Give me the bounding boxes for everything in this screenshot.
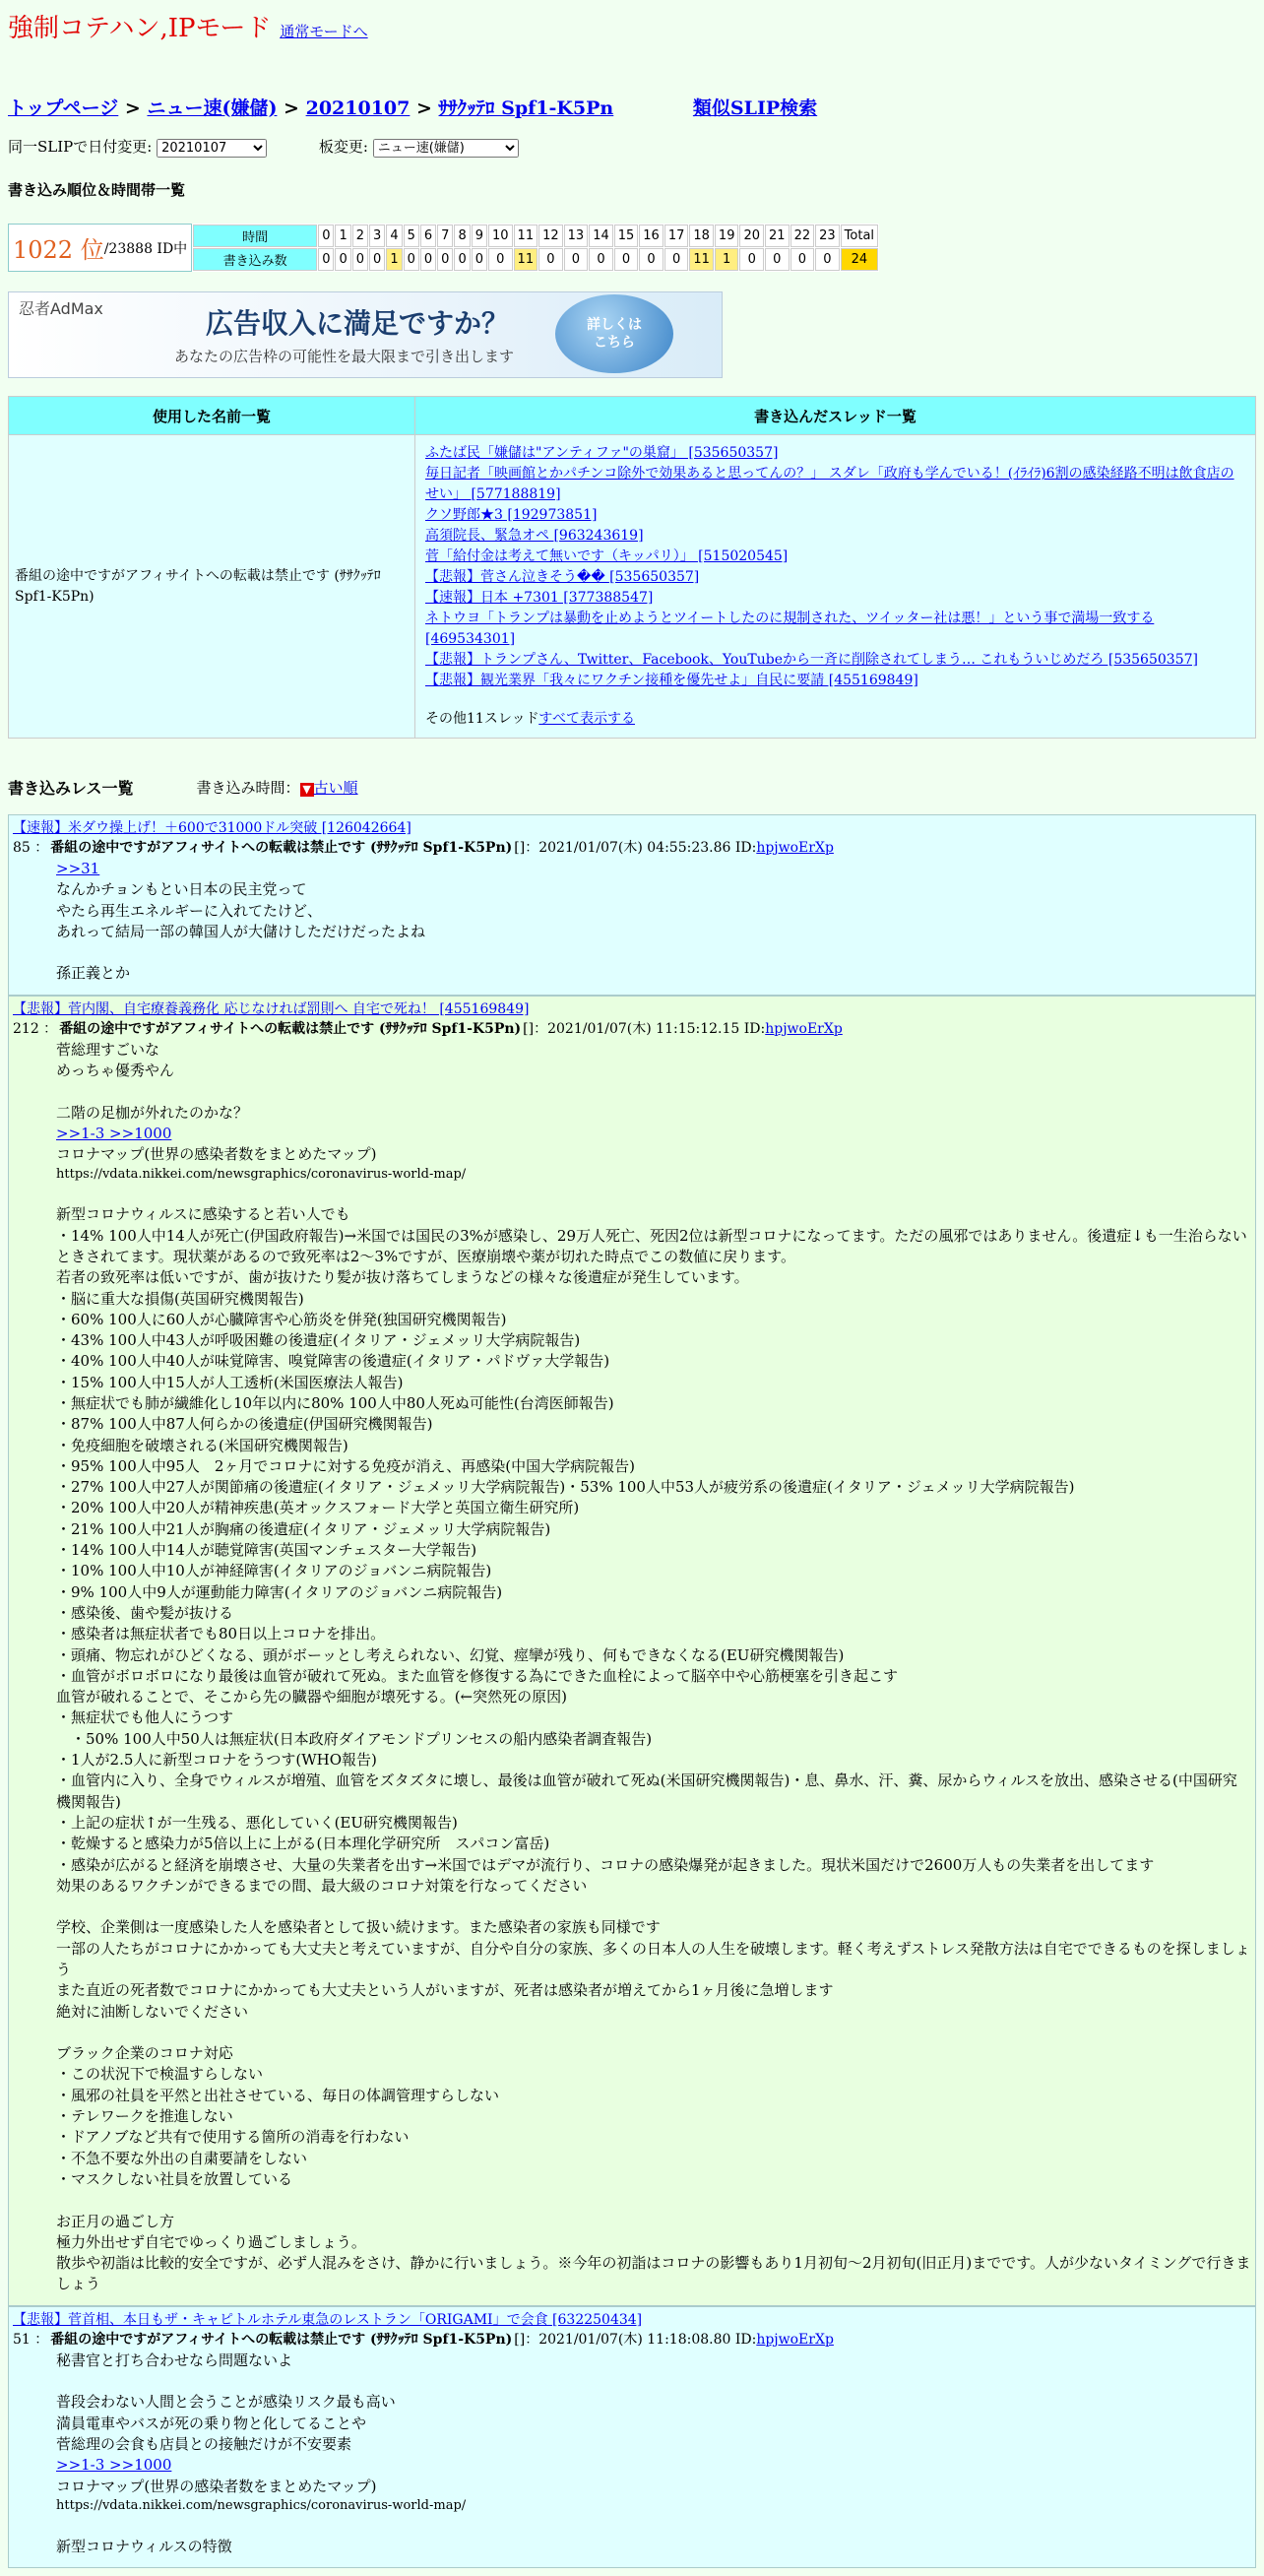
post-date: []：2021/01/07(木) 04:55:23.86 ID: — [514, 840, 757, 856]
count-cell: 0 — [564, 248, 589, 271]
hour-cell: 8 — [454, 225, 470, 247]
breadcrumb-date[interactable]: 20210107 — [305, 97, 411, 119]
names-header: 使用した名前一覧 — [9, 397, 414, 434]
post-anchors — [56, 1124, 1251, 1144]
thread-link[interactable]: ふたば民「嫌儲は"アンティファ"の巣窟」 [535650357] — [425, 445, 779, 461]
hour-cell: 13 — [564, 225, 589, 247]
post-thread-link[interactable]: 【速報】米ダウ操上げ！＋600で31000ドル突破 [126042664] — [13, 820, 411, 836]
count-cell: 0 — [420, 248, 436, 271]
post-intro: 菅総理すごいな めっちゃ優秀やん 二階の足枷が外れたのかな？ — [56, 1040, 249, 1122]
thread-link[interactable]: 【速報】日本 +7301 [377388547] — [425, 590, 654, 606]
post-url: https://vdata.nikkei.com/newsgraphics/coronavirus-world-map/ — [56, 2497, 467, 2513]
post-date: []：2021/01/07(木) 11:18:08.80 ID: — [514, 2331, 757, 2348]
post-text: 新型コロナウィルスに感染すると若い人でも ・14% 100人中14人が死亡(伊国政府報告)→米国では国民の3%が感染し、29万人死亡、死因2位は新型コロナになってます。ただの風邪ではありません。後遺症↓も一生治らないときされてます。現状薬があるので致死率は2～3%ですが、医療崩壊や薬が切れた時点でこの数値に戻ります。 若者の致死率は低いですが、歯が抜けたり髪が抜け落ちてしまうなどの様々な後遺症が発生しています。 ・脳に重大な損傷(英国研究機関報告) ・60% 100人に60人が心臓障害や心筋炎を併発(独国研究機関報告) ・43% 100人中43人が呼吸困難の後遺症(イタリア・ジェメッリ大学病院報告) ・40% 100人中40人が味覚障害、嗅覚障害の後遺症(イタリア・パドヴァ大学報告) ・15% 100人中15人が人工透析(米国医療法人報告) ・無症状でも肺が繊維化し10年以内に80% 100人中80人死ぬ可能性(台湾医師報告) ・87% 100人中87人何らかの後遺症(伊国研究機関報告) ・免疫細胞を破壊される(米国研究機関報告) ・95% 100人中95人 2ヶ月でコロナに対する免疫が消え、再感染(中国大学病院報告) ・27% 100人中27人が関節痛の後遺症(イタリア・ジェメッリ大学病院報告)・53% 100人中53人が疲労系の後遺症(イタリア・ジェメッリ大学病院報告) ・20% 100人中20人が精神疾患(英オックスフォード大学と英国立衛生研究所) ・21% 100人中21人が胸痛の後遺症(イタリア・ジェメッリ大学病院報告) ・14% 100人中14人が聴覚障害(英国マンチェスター大学報告) ・10% 100人中10人が神経障害(イタリアのジョバンニ病院報告) ・9% 100人中9人が運動能力障害(イタリアのジョバンニ病院報告) ・感染後、歯や髪が抜ける ・感染者は無症状者でも80日以上コロナを排出。 ・頭痛、物忘れがひどくなる、頭がボーッとし考えられない、幻覚、痙攣が残り、何もできなくなる(EU研究機関報告) ・血管がボロボロになり最後は血管が破れて死ぬ。また血管を修復する為にできた血栓によって脳卒中や心筋梗塞を引き起こす 血管が破れることで、そこから先の臓器や細胞が壊死する。(←突然死の原因) ・無症状でも他人にうつす ・50% 100人中50人は無症状(日本政府ダイアモンドプリンセスの船内感染者調査報告) ・1人が2.5人に新型コロナをうつす(WHO報告) ・血管内に入り、全身でウィルスが増殖、血管をズタズタに壊し、最後は血管が破れて死ぬ(米国研究機関報告)・息、鼻水、汗、糞、尿からウィルスを放出、感染させる(中国研究機関報告) ・上記の症状↑が一生残る、悪化していく(EU研究機関報告) ・乾燥すると感染力が5倍以上に上がる(日本理化学研究所 スパコン富岳) ・感染が広がると経済を崩壊させ、大量の失業者を出す→米国ではデマが流行り、コロナの感染爆発が起きました。現状米国だけで2600万人もの失業者を出してます 効果のあるワクチンができるまでの間、最大級のコロナ対策を行なってください 学校、企業側は一度感染した人を感染者として扱い続けます。また感染者の家族も同様です 一部の人たちがコロナにかかっても大丈夫と考えていますが、自分や自分の家族、多くの日本人の人生を破壊します。軽く考えずストレス発散方法は自宅でできるものを探しましょう また直近の死者数でコロナにかかっても大丈夫という人がいますが、死者は感染者が増えてから1ヶ月後に急増します 絶対に油断しないでください ブラック企業のコロナ対応 ・この状況下で検温すらしない ・風邪の社員を平然と出社させている、毎日の体調管理すらしない ・テレワークを推進しない ・ドアノブなど共有で使用する箇所の消毒を行わない ・不急不要な外出の自粛要請をしない ・マスクしない社員を放置している お正月の過ごし方 極力外出せず自宅でゆっくり過ごしましょう。 散歩や初詣は比較的安全ですが、必ず人混みをさけ、静かに行いましょう。※今年の初詣はコロナの影響もあり1月初旬～2月初旬(旧正月)までです。人が少ないタイミングで行きましょう — [56, 1205, 1251, 2293]
ranking-title: 書き込み順位＆時間帯一覧 — [8, 181, 186, 199]
thread-link[interactable]: 高須院長、緊急オペ [963243619] — [425, 528, 644, 544]
post-author: 番組の途中ですがアフィサイトへの転載は禁止です (ｻｻｸｯﾃﾛ Spf1-K5Pn) — [50, 840, 513, 856]
thread-link[interactable]: 【悲報】トランプさん、Twitter、Facebook、YouTubeから一斉に削除されてしまう… これもういじめだろ [535650357] — [425, 652, 1198, 668]
count-cell: 0 — [437, 248, 453, 271]
count-cell: 0 — [790, 248, 815, 271]
post-thread — [9, 815, 1255, 837]
post — [8, 996, 1256, 2306]
ad-logo: 忍者AdMax — [19, 299, 103, 318]
anchor-link[interactable]: >>31 — [56, 860, 100, 877]
hour-cell: 5 — [404, 225, 419, 247]
anchor-link[interactable]: >>1-3 >>1000 — [56, 1124, 172, 1142]
thread-link[interactable]: 菅「給付金は考えて無いです（キッパリ）」 [515020545] — [425, 548, 789, 564]
total-header: Total — [841, 225, 878, 247]
post-anchors — [56, 2455, 1251, 2476]
rank-total: /23888 ID中 — [103, 240, 188, 257]
post-list — [8, 814, 1256, 2568]
ad-banner[interactable] — [8, 291, 723, 378]
post-author: 番組の途中ですがアフィサイトへの転載は禁止です (ｻｻｸｯﾃﾛ Spf1-K5Pn) — [50, 2331, 513, 2348]
total-count: 24 — [841, 248, 878, 271]
used-name: 番組の途中ですがアフィサイトへの転載は禁止です (ｻｻｸｯﾃﾛ Spf1-K5Pn) — [9, 435, 414, 738]
count-cell: 0 — [454, 248, 470, 271]
hour-cell: 14 — [589, 225, 613, 247]
hours-label: 時間 — [193, 225, 317, 247]
hour-cell: 11 — [514, 225, 538, 247]
date-change-label: 同一SLIPで日付変更: — [8, 138, 153, 156]
rank-box — [8, 224, 192, 272]
post-url: https://vdata.nikkei.com/newsgraphics/coronavirus-world-map/ — [56, 1166, 467, 1182]
board-select[interactable] — [373, 139, 519, 158]
post-colon: ： — [30, 840, 49, 856]
post-number: 212 — [13, 1020, 39, 1037]
thread-link[interactable]: ネトウヨ「トランプは暴動を止めようとツイートしたのに規制された、ツイッター社は悪！」という事で満場一致する [469534301] — [425, 611, 1155, 647]
thread-link[interactable]: 【悲報】菅さん泣きそう�� [535650357] — [425, 569, 700, 585]
hour-cell: 23 — [815, 225, 840, 247]
counts-row — [193, 248, 878, 271]
post-meta — [9, 1018, 1255, 1038]
post-author: 番組の途中ですがアフィサイトへの転載は禁止です (ｻｻｸｯﾃﾛ Spf1-K5Pn) — [59, 1020, 522, 1037]
normal-mode-link[interactable]: 通常モードへ — [280, 23, 368, 40]
post-meta — [9, 2329, 1255, 2349]
count-cell: 11 — [514, 248, 538, 271]
post-id-link[interactable]: hpjwoErXp — [756, 840, 834, 856]
oldest-first-link[interactable]: 古い順 — [313, 779, 358, 797]
count-cell: 1 — [386, 248, 402, 271]
post-colon: ： — [30, 2331, 49, 2348]
post-thread-link[interactable]: 【悲報】菅内閣、自宅療養義務化 応じなければ罰則へ 自宅で死ね！ [455169849] — [13, 1000, 530, 1017]
time-order-label: 書き込み時間： — [196, 779, 300, 797]
post-colon: ： — [38, 1020, 58, 1037]
hour-cell: 12 — [538, 225, 563, 247]
hour-cell: 4 — [386, 225, 402, 247]
count-cell: 1 — [715, 248, 739, 271]
breadcrumb: トップページ > ニュー速(嫌儲) > 20210107 > ｻｻｸｯﾃﾛ Spf1-K5Pn 類似SLIP検索 — [8, 97, 818, 119]
hour-cell: 20 — [739, 225, 764, 247]
sort-arrow-icon[interactable]: ▼ — [300, 783, 314, 797]
hour-cell: 2 — [352, 225, 368, 247]
count-cell: 0 — [472, 248, 487, 271]
count-cell: 0 — [335, 248, 350, 271]
anchor-link[interactable]: >>1-3 >>1000 — [56, 2456, 172, 2475]
count-cell: 0 — [369, 248, 385, 271]
count-cell: 0 — [639, 248, 664, 271]
post-map-title: コロナマップ(世界の感染者数をまとめたマップ) — [56, 2477, 377, 2495]
more-threads — [425, 709, 1245, 730]
count-cell: 0 — [488, 248, 513, 271]
show-all-link[interactable]: すべて表示する — [538, 711, 635, 727]
breadcrumb-slip[interactable]: ｻｻｸｯﾃﾛ Spf1-K5Pn — [438, 97, 614, 119]
hour-cell: 16 — [639, 225, 664, 247]
post-thread-link[interactable]: 【悲報】菅首相、本日もザ・キャピトルホテル東急のレストラン「ORIGAMI」で会食 [632250434] — [13, 2311, 643, 2328]
ad-details-button[interactable] — [555, 294, 673, 373]
thread-list — [425, 443, 1245, 691]
post-number: 85 — [13, 840, 31, 856]
count-cell: 0 — [352, 248, 368, 271]
post-intro: 秘書官と打ち合わせなら問題ないよ 普段会わない人間と会うことが感染リスク最も高い 満員電車やバスが死の乗り物と化してることや 菅総理の会食も店員との接触だけが不安要素 — [56, 2351, 396, 2453]
thread-link[interactable]: 毎日記者「映画館とかパチンコ除外で効果あると思ってんの？」 スダレ「政府も学んでいる！(ｲﾗｲﾗ)6割の感染経路不明は飲食店のせい」 [577188819] — [425, 466, 1234, 502]
post-body — [9, 2349, 1255, 2567]
names-threads-table — [8, 396, 1256, 739]
post-meta — [9, 837, 1255, 857]
date-select[interactable] — [157, 139, 267, 158]
post-number: 51 — [13, 2331, 31, 2348]
hour-cell: 3 — [369, 225, 385, 247]
ad-headline: 広告収入に満足ですか？ — [206, 307, 510, 340]
count-cell: 0 — [318, 248, 334, 271]
posts-header — [8, 776, 1256, 799]
hour-cell: 9 — [472, 225, 487, 247]
more-threads-text: その他11スレッド — [425, 711, 539, 727]
post-thread — [9, 2307, 1255, 2329]
hour-cell: 21 — [765, 225, 790, 247]
time-order — [197, 777, 358, 798]
count-cell: 0 — [404, 248, 419, 271]
count-cell: 0 — [538, 248, 563, 271]
hour-cell: 6 — [420, 225, 436, 247]
count-cell: 0 — [765, 248, 790, 271]
post-anchors — [56, 859, 1251, 879]
post — [8, 814, 1256, 996]
count-cell: 0 — [589, 248, 613, 271]
hour-cell: 15 — [614, 225, 639, 247]
post-thread — [9, 997, 1255, 1018]
ranking-row — [8, 224, 1256, 272]
hour-cell: 22 — [790, 225, 815, 247]
hour-cell: 19 — [715, 225, 739, 247]
breadcrumb-board[interactable]: ニュー速(嫌儲) — [147, 97, 278, 119]
board-change-label: 板変更: — [318, 138, 368, 156]
post-text: 新型コロナウィルスの特徴 — [56, 2537, 232, 2555]
count-cell: 0 — [739, 248, 764, 271]
post-text: なんかチョンもとい日本の民主党って やたら再生エネルギーに入れてたけど、 あれって結局一部の韓国人が大儲けしただけだったよね 孫正義とか — [56, 880, 426, 983]
ad-details-label: 詳しくは こちら — [587, 316, 642, 351]
rank-position: 1022 位 — [13, 236, 104, 264]
mode-bar — [8, 8, 1256, 44]
post-id-link[interactable]: hpjwoErXp — [756, 2331, 834, 2348]
ad-subtext: あなたの広告枠の可能性を最大限まで引き出します — [174, 348, 515, 365]
count-cell: 0 — [815, 248, 840, 271]
count-cell: 11 — [689, 248, 714, 271]
count-cell: 0 — [614, 248, 639, 271]
hours-row — [193, 225, 878, 247]
posts-title: 書き込みレス一覧 — [8, 779, 134, 798]
hour-cell: 0 — [318, 225, 334, 247]
post-body — [9, 1038, 1255, 2305]
post-map-title: コロナマップ(世界の感染者数をまとめたマップ) — [56, 1145, 377, 1164]
threads-header: 書き込んだスレッド一覧 — [415, 397, 1255, 434]
breadcrumb-top[interactable]: トップページ — [8, 97, 119, 119]
hour-cell: 1 — [335, 225, 350, 247]
mode-title: 強制コテハン,IPモード — [8, 14, 272, 43]
thread-link[interactable]: 【悲報】観光業界「我々にワクチン接種を優先せよ」自民に要請 [455169849] — [425, 673, 918, 688]
count-cell: 0 — [664, 248, 689, 271]
hour-cell: 10 — [488, 225, 513, 247]
thread-list-cell — [415, 435, 1255, 738]
thread-link[interactable]: クソ野郎★3 [192973851] — [425, 507, 598, 523]
post-id-link[interactable]: hpjwoErXp — [765, 1020, 843, 1037]
hour-cell: 18 — [689, 225, 714, 247]
counts-label: 書き込み数 — [193, 248, 317, 271]
hour-cell: 17 — [664, 225, 689, 247]
hour-table — [192, 224, 879, 272]
controls — [8, 136, 1256, 158]
hour-cell: 7 — [437, 225, 453, 247]
post-date: []：2021/01/07(木) 11:15:12.15 ID: — [523, 1020, 766, 1037]
post-body — [9, 857, 1255, 995]
slip-search-link[interactable]: 類似SLIP検索 — [692, 97, 818, 119]
